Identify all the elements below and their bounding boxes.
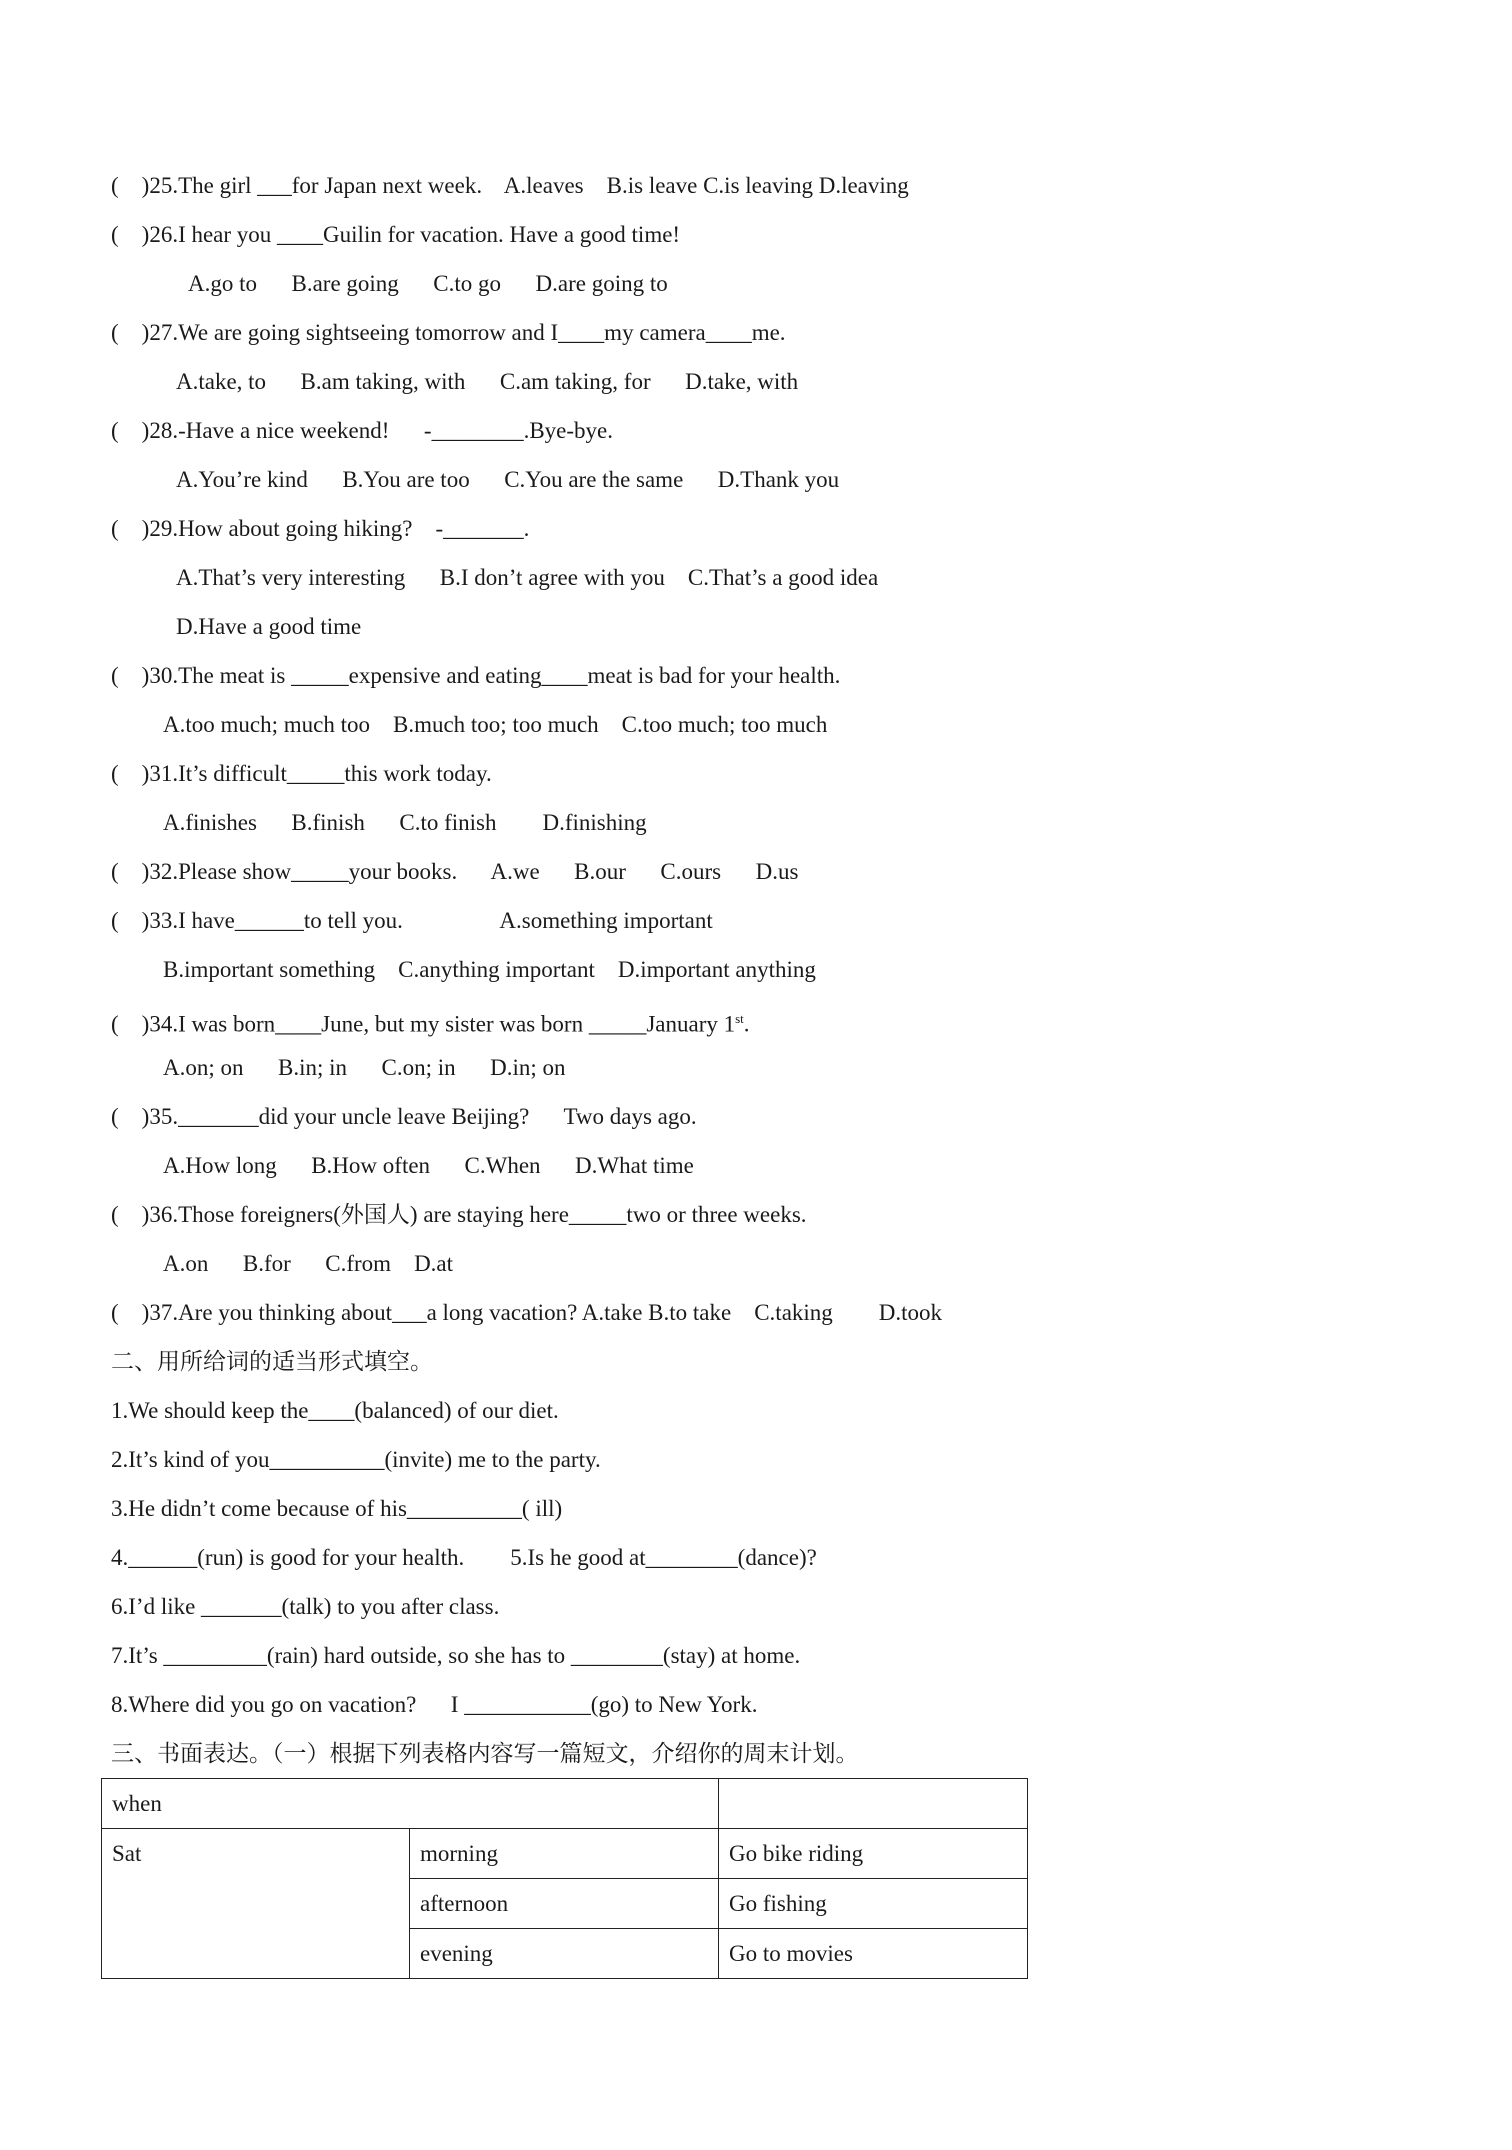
section-2-heading: 二、用所给词的适当形式填空。 — [111, 1349, 433, 1374]
question-32: ( )32.Please show_____your books. A.we B.our C.ours D.us — [111, 859, 799, 884]
activity-cell: Go bike riding — [719, 1829, 1028, 1879]
day-cell: Sat — [102, 1829, 410, 1979]
question-30: ( )30.The meat is _____expensive and eating____meat is bad for your health. — [111, 663, 841, 688]
section-3-heading: 三、书面表达。（一）根据下列表格内容写一篇短文，介绍你的周末计划。 — [111, 1741, 859, 1766]
question-31-options: A.finishes B.finish C.to finish D.finishing — [163, 810, 647, 835]
question-30-options: A.too much; much too B.much too; too much C.too much; too much — [163, 712, 828, 737]
question-34-options: A.on; on B.in; in C.on; in D.in; on — [163, 1055, 566, 1080]
question-34 — [111, 1004, 750, 1040]
question-29-options-line2: D.Have a good time — [176, 614, 362, 639]
ordinal-suffix: st — [735, 1011, 744, 1026]
header-blank — [719, 1779, 1028, 1829]
question-36-options: A.on B.for C.from D.at — [163, 1251, 454, 1276]
fill-item-8: 8.Where did you go on vacation? I ___________(go) to New York. — [111, 1692, 758, 1717]
question-26-options: A.go to B.are going C.to go D.are going to — [188, 271, 668, 296]
time-cell: evening — [410, 1929, 719, 1979]
question-36: ( )36.Those foreigners(外国人) are staying here_____two or three weeks. — [111, 1202, 807, 1227]
question-31: ( )31.It’s difficult_____this work today. — [111, 761, 492, 786]
question-27-options: A.take, to B.am taking, with C.am taking, for D.take, with — [176, 369, 799, 394]
question-28-options: A.You’re kind B.You are too C.You are the same D.Thank you — [176, 467, 840, 492]
fill-item-4-5: 4.______(run) is good for your health. 5.Is he good at________(dance)? — [111, 1545, 817, 1570]
question-37: ( )37.Are you thinking about___a long vacation? A.take B.to take C.taking D.took — [111, 1300, 943, 1325]
time-cell: afternoon — [410, 1879, 719, 1929]
table-row — [102, 1829, 1028, 1879]
fill-item-1: 1.We should keep the____(balanced) of our diet. — [111, 1398, 559, 1423]
question-35: ( )35._______did your uncle leave Beijing? Two days ago. — [111, 1104, 697, 1129]
question-35-options: A.How long B.How often C.When D.What time — [163, 1153, 694, 1178]
fill-item-6: 6.I’d like _______(talk) to you after class. — [111, 1594, 500, 1619]
question-34-tail: . — [743, 1011, 750, 1037]
question-33-options: B.important something C.anything important D.important anything — [163, 957, 816, 982]
time-cell: morning — [410, 1829, 719, 1879]
question-27: ( )27.We are going sightseeing tomorrow and I____my camera____me. — [111, 320, 786, 345]
question-28: ( )28.-Have a nice weekend! -________.Bye-bye. — [111, 418, 613, 443]
header-when: when — [102, 1779, 719, 1829]
fill-item-7: 7.It’s _________(rain) hard outside, so she has to ________(stay) at home. — [111, 1643, 801, 1668]
question-33: ( )33.I have______to tell you. A.something important — [111, 908, 713, 933]
activity-cell: Go to movies — [719, 1929, 1028, 1979]
question-34-text: ( )34.I was born____June, but my sister was born _____January 1 — [111, 1011, 736, 1037]
question-25: ( )25.The girl ___for Japan next week. A.leaves B.is leave C.is leaving D.leaving — [111, 173, 909, 198]
fill-item-2: 2.It’s kind of you__________(invite) me to the party. — [111, 1447, 601, 1472]
weekend-plan-table — [101, 1778, 1028, 1979]
question-29-options-line1: A.That’s very interesting B.I don’t agree with you C.That’s a good idea — [176, 565, 879, 590]
table-header-row — [102, 1779, 1028, 1829]
question-26: ( )26.I hear you ____Guilin for vacation. Have a good time! — [111, 222, 681, 247]
question-29: ( )29.How about going hiking? -_______. — [111, 516, 530, 541]
fill-item-3: 3.He didn’t come because of his__________( ill) — [111, 1496, 563, 1521]
activity-cell: Go fishing — [719, 1879, 1028, 1929]
